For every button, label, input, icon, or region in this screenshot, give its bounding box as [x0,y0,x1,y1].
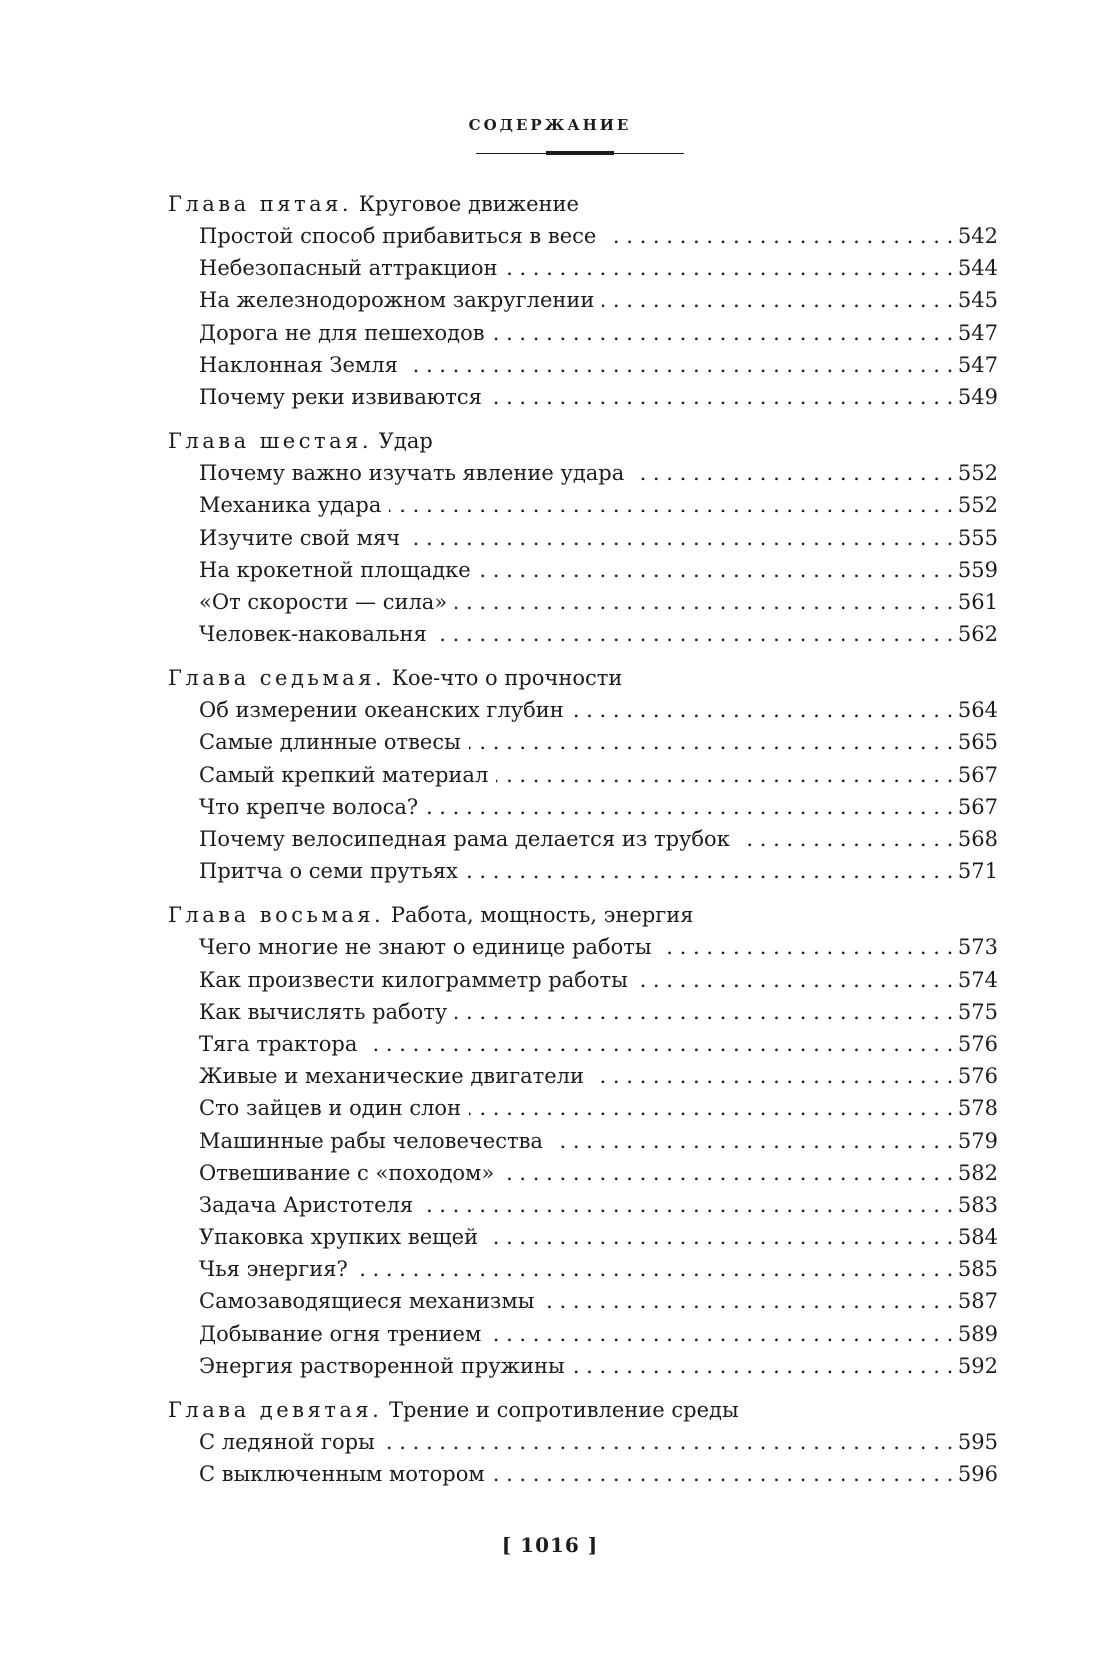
chapter-title: Удар [372,429,433,454]
toc-entry[interactable] [199,996,998,1028]
entry-title: На железнодорожном закруглении [199,288,602,312]
toc-entry[interactable] [199,759,998,791]
chapter-heading [168,425,998,457]
entry-page-number: 547 [952,349,998,381]
running-head-rule-accent [546,151,614,155]
entry-page-number: 555 [952,522,998,554]
toc-entry[interactable] [199,317,998,349]
running-head: СОДЕРЖАНИЕ [468,116,632,134]
chapter-title: Кое-что о прочности [385,666,623,691]
toc-entry[interactable] [199,1350,998,1382]
entry-title: Сто зайцев и один слон [199,1096,469,1120]
entry-title: Живые и механические двигатели [199,1064,592,1088]
entry-title: «От скорости — сила» [199,590,455,614]
entry-title: Самозаводящиеся механизмы [199,1289,542,1313]
toc-entry[interactable] [199,855,998,887]
entry-title: Как произвести килограмметр работы [199,968,636,992]
toc-entry[interactable] [199,964,998,996]
entry-page-number: 587 [952,1285,998,1317]
toc-entry[interactable] [199,1060,998,1092]
entry-page-number: 544 [952,252,998,284]
entry-page-number: 574 [952,964,998,996]
toc-entry[interactable] [199,618,998,650]
chapter-heading [168,1394,998,1426]
entry-title: Чья энергия? [199,1257,356,1281]
toc-entry[interactable] [199,1028,998,1060]
entry-page-number: 596 [952,1458,998,1490]
entry-title: Самые длинные отвесы [199,730,469,754]
toc-entry[interactable] [199,1253,998,1285]
toc-entry[interactable] [199,694,998,726]
entry-title: Добывание огня трением [199,1322,489,1346]
toc-entry[interactable] [199,931,998,963]
entry-title: Энергия растворенной пружины [199,1354,573,1378]
toc-chapter [168,188,998,413]
entry-title: Отвешивание с «походом» [199,1161,502,1185]
entry-title: С выключенным мотором [199,1462,493,1486]
toc-chapter [168,1394,998,1490]
entry-title: Самый крепкий материал [199,763,496,787]
entry-title: На крокетной площадке [199,558,479,582]
entry-title: Об измерении океанских глубин [199,698,572,722]
entry-title: Наклонная Земля [199,353,406,377]
entry-page-number: 575 [952,996,998,1028]
chapter-number: Глава шестая. [168,429,373,454]
chapter-heading [168,662,998,694]
toc-entry[interactable] [199,1157,998,1189]
entry-title: С ледяной горы [199,1430,383,1454]
toc-entry[interactable] [199,726,998,758]
entry-title: Машинные рабы человечества [199,1129,551,1153]
entry-title: Тяга трактора [199,1032,365,1056]
entry-page-number: 595 [952,1426,998,1458]
toc-entry[interactable] [199,1189,998,1221]
toc-entry[interactable] [199,457,998,489]
chapter-title: Трение и сопротивление среды [382,1398,739,1422]
entry-title: Почему реки извиваются [199,385,490,409]
toc-entry[interactable] [199,349,998,381]
entry-page-number: 561 [952,586,998,618]
entry-title: Упаковка хрупких вещей [199,1225,486,1249]
toc-entry[interactable] [199,489,998,521]
entry-title: Задача Аристотеля [199,1193,421,1217]
entry-page-number: 579 [952,1125,998,1157]
chapter-number: Глава пятая. [168,192,353,216]
toc-entry[interactable] [199,823,998,855]
entry-page-number: 559 [952,554,998,586]
entry-page-number: 552 [952,457,998,489]
entry-page-number: 564 [952,694,998,726]
entry-title: Почему велосипедная рама делается из трубок [199,827,738,851]
entry-page-number: 583 [952,1189,998,1221]
entry-title: Почему важно изучать явление удара [199,461,632,485]
toc-chapter [168,662,998,887]
entry-page-number: 585 [952,1253,998,1285]
toc-entry[interactable] [199,522,998,554]
toc-entry[interactable] [199,1125,998,1157]
toc-entry[interactable] [199,586,998,618]
entry-title: Изучите свой мяч [199,526,408,550]
entry-title: Простой способ прибавиться в весе [199,224,604,248]
chapter-heading [168,899,998,931]
entry-title: Чего многие не знают о единице работы [199,935,660,959]
toc-chapter [168,899,998,1382]
chapter-number: Глава седьмая. [168,666,386,691]
entry-title: Притча о семи прутьях [199,859,466,883]
entry-page-number: 565 [952,726,998,758]
entry-page-number: 584 [952,1221,998,1253]
entry-page-number: 542 [952,220,998,252]
toc-entry[interactable] [199,1285,998,1317]
entry-page-number: 549 [952,381,998,413]
entry-page-number: 552 [952,489,998,521]
toc-entry[interactable] [199,1426,998,1458]
entry-page-number: 592 [952,1350,998,1382]
entry-title: Дорога не для пешеходов [199,321,493,345]
toc-entry[interactable] [199,252,998,284]
entry-page-number: 573 [952,931,998,963]
toc-entry[interactable] [199,554,998,586]
toc-chapter [168,425,998,650]
entry-page-number: 589 [952,1318,998,1350]
toc-entry[interactable] [199,1221,998,1253]
entry-page-number: 578 [952,1092,998,1124]
entry-title: Механика удара [199,493,389,517]
toc-entry[interactable] [199,220,998,252]
entry-title: Как вычислять работу [199,1000,455,1024]
page-number: [ 1016 ] [501,1533,599,1557]
entry-title: Небезопасный аттракцион [199,256,506,280]
chapter-heading [168,188,998,220]
entry-page-number: 582 [952,1157,998,1189]
chapter-title: Работа, мощность, энергия [384,903,694,928]
toc-entry[interactable] [199,381,998,413]
entry-page-number: 568 [952,823,998,855]
entry-page-number: 547 [952,317,998,349]
entry-page-number: 571 [952,855,998,887]
toc-entry[interactable] [199,791,998,823]
entry-page-number: 567 [952,759,998,791]
entry-page-number: 576 [952,1028,998,1060]
chapter-title: Круговое движение [352,192,579,216]
entry-page-number: 576 [952,1060,998,1092]
entry-page-number: 567 [952,791,998,823]
entry-page-number: 545 [952,284,998,316]
toc-entry[interactable] [199,1318,998,1350]
entry-title: Что крепче волоса? [199,795,426,819]
table-of-contents [168,188,998,1502]
entry-title: Человек-наковальня [199,622,435,646]
entry-page-number: 562 [952,618,998,650]
toc-entry[interactable] [199,1092,998,1124]
toc-entry[interactable] [199,284,998,316]
chapter-number: Глава восьмая. [168,903,385,928]
toc-entry[interactable] [199,1458,998,1490]
chapter-number: Глава девятая. [168,1398,383,1422]
